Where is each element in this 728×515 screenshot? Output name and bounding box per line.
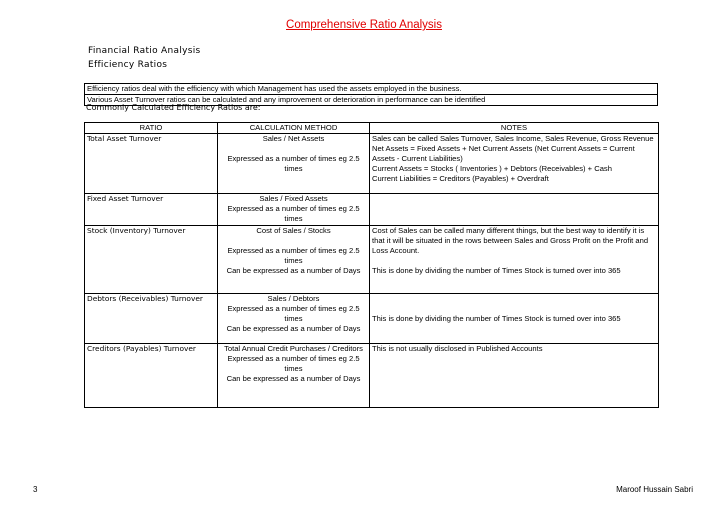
method-formula: Total Annual Credit Purchases / Creditors: [224, 344, 363, 353]
note-line: This is done by dividing the number of Times Stock is turned over into 365: [372, 266, 621, 275]
table-row: [85, 344, 659, 408]
method-expression: Expressed as a number of times eg 2.5 times: [227, 154, 360, 173]
ratio-cell: Total Asset Turnover: [85, 134, 218, 194]
method-formula: Sales / Net Assets: [262, 134, 325, 143]
notes-cell: [370, 134, 659, 194]
table-header-row: [85, 123, 659, 134]
method-formula: Sales / Fixed Assets: [259, 194, 328, 203]
method-days: Can be expressed as a number of Days: [226, 374, 361, 383]
table-row: [85, 194, 659, 226]
method-cell: [218, 134, 370, 194]
table-row: [85, 134, 659, 194]
notes-cell: [370, 344, 659, 408]
method-expression: Expressed as a number of times eg 2.5 times: [227, 246, 360, 265]
method-expression: Expressed as a number of times eg 2.5 times: [227, 304, 360, 323]
notes-cell: [370, 226, 659, 294]
notes-cell: [370, 294, 659, 344]
ratio-cell: Fixed Asset Turnover: [85, 194, 218, 226]
page-number: 3: [33, 485, 38, 494]
intro-line-2: Various Asset Turnover ratios can be calculated and any improvement or deterioration in performance can be identified: [87, 95, 486, 104]
method-days: Can be expressed as a number of Days: [226, 324, 361, 333]
method-cell: [218, 344, 370, 408]
section-subtitle: Efficiency Ratios: [88, 60, 168, 70]
note-line: Cost of Sales can be called many different things, but the best way to identify it is that it will be situated in the rows between Sales and Gross Profit on the Profit and Loss Account.: [372, 226, 649, 255]
page-title: Comprehensive Ratio Analysis: [286, 19, 442, 31]
method-days: Can be expressed as a number of Days: [226, 266, 361, 275]
method-expression: Expressed as a number of times eg 2.5 times: [227, 354, 360, 373]
note-line: Current Assets = Stocks ( Inventories ) + Debtors (Receivables) + Cash: [372, 164, 612, 173]
ratio-cell: Debtors (Receivables) Turnover: [85, 294, 218, 344]
note-line: This is not usually disclosed in Published Accounts: [372, 344, 543, 353]
method-cell: [218, 194, 370, 226]
method-formula: Sales / Debtors: [267, 294, 320, 303]
notes-cell: [370, 194, 659, 226]
method-formula: Cost of Sales / Stocks: [256, 226, 331, 235]
note-line: Sales can be called Sales Turnover, Sales Income, Sales Revenue, Gross Revenue: [372, 134, 654, 143]
section-title: Financial Ratio Analysis: [88, 46, 201, 56]
note-line: Net Assets = Fixed Assets + Net Current Assets (Net Current Assets = Current Assets - Current Liabilities): [372, 144, 635, 163]
method-cell: [218, 226, 370, 294]
ratios-table: [84, 122, 659, 408]
table-row: [85, 226, 659, 294]
note-line: This is done by dividing the number of Times Stock is turned over into 365: [372, 314, 621, 323]
header-notes: NOTES: [370, 123, 659, 134]
ratio-cell: Stock (Inventory) Turnover: [85, 226, 218, 294]
intro-line-1: Efficiency ratios deal with the efficiency with which Management has used the assets employed in the business.: [85, 84, 657, 95]
method-expression: Expressed as a number of times eg 2.5 times: [227, 204, 360, 223]
method-cell: [218, 294, 370, 344]
table-row: [85, 294, 659, 344]
header-method: CALCULATION METHOD: [218, 123, 370, 134]
note-line: Current Liabilities = Creditors (Payables) + Overdraft: [372, 174, 549, 183]
author-name: Maroof Hussain Sabri: [616, 485, 693, 494]
header-ratio: RATIO: [85, 123, 218, 134]
common-ratios-label: Commonly Calculated Efficiency Ratios are:: [86, 103, 261, 112]
ratio-cell: Creditors (Payables) Turnover: [85, 344, 218, 408]
